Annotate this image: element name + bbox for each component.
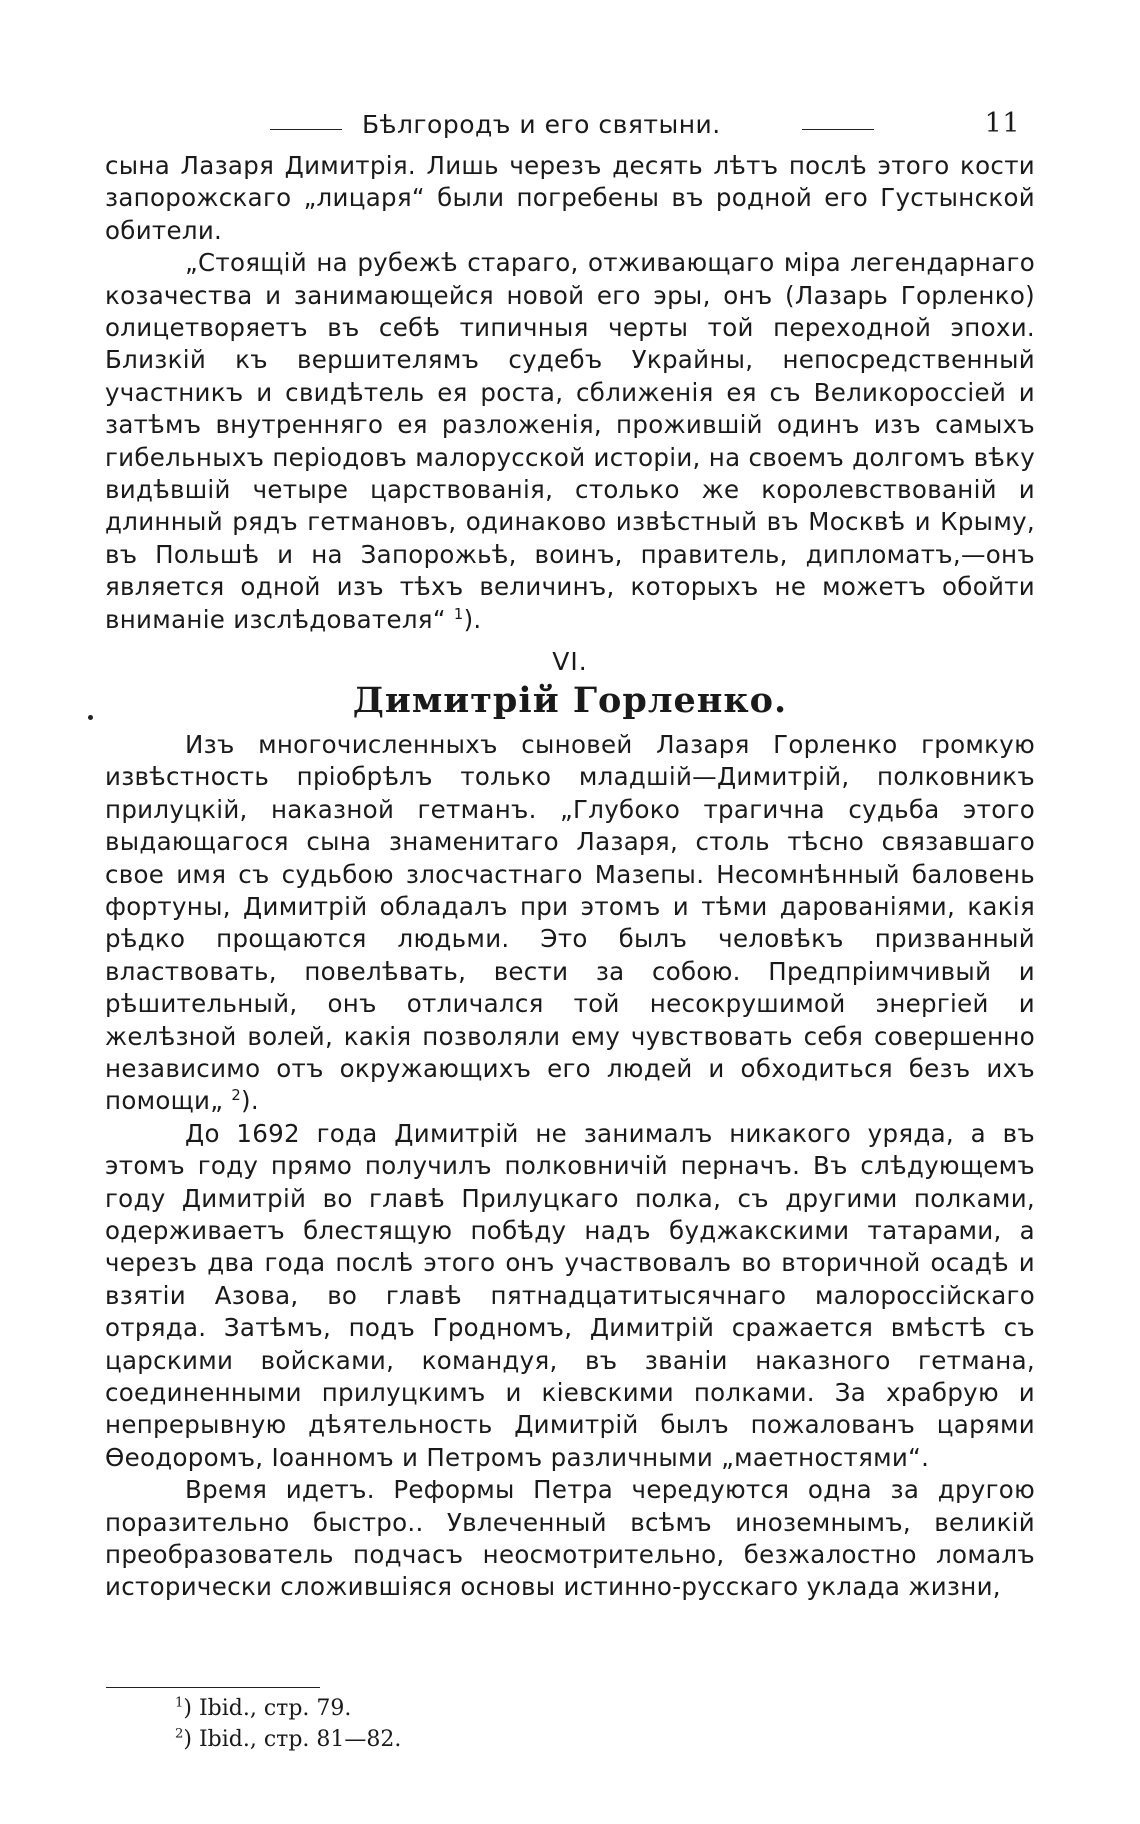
section-number: VI. <box>552 647 588 677</box>
body-text <box>105 150 1035 1604</box>
paragraph-3 <box>105 729 1035 1118</box>
footnote-2-text: Ibid., стр. 81—82. <box>198 1727 402 1752</box>
header-rule-right <box>802 129 874 130</box>
margin-dot <box>88 715 93 720</box>
footnote-ref-2: 2 <box>231 1087 242 1105</box>
paragraph-2-end: ). <box>463 604 482 634</box>
footnotes <box>175 1693 401 1755</box>
running-title: Бѣлгородъ и его святыни. <box>362 110 721 139</box>
section-title: Димитрій Горленко. <box>352 679 788 721</box>
header-rule-left <box>270 129 342 130</box>
paragraph-3-end: ). <box>241 1086 259 1116</box>
paragraph-3-text: Изъ многочисленныхъ сыновей Лазаря Горленко громкую извѣстность пріобрѣлъ только младшій—Димитрій, полковникъ прилуцкій, наказной гетманъ. „Глубоко трагична судьба этого выдающагося сына знаменитаго Лазаря, столь тѣсно связавшаго свое имя съ судьбою злосчастнаго Мазепы. Несомнѣнный баловень фортуны, Димитрій обладалъ при этомъ и тѣми дарованіями, какія рѣдко прощаются людьми. Это былъ человѣкъ призванный властвовать, повелѣвать, вести за собою. Предпріимчивый и рѣшительный, онъ отличался той несокрушимой энергіей и желѣзной волей, какія позволяли ему чувствовать себя совершенно независимо отъ окружающихъ его людей и обходиться безъ ихъ помощи„ <box>105 729 1035 1116</box>
paragraph-5: Время идетъ. Реформы Петра чередуются одна за другою поразительно быстро.. Увлеченный всѣмъ иноземнымъ, великій преобразователь подчасъ неосмотрительно, безжалостно ломалъ исторически сложившіяся основы истинно-русскаго уклада жизни, <box>105 1475 1035 1602</box>
paragraph-2 <box>105 247 1035 636</box>
footnote-1: $^1$) Ibid., стр. 79. <box>175 1695 352 1721</box>
paragraph-4: До 1692 года Димитрій не занималъ никакого уряда, а въ этомъ году прямо получилъ полковничій перначъ. Въ слѣдующемъ году Димитрій во главѣ Прилуцкаго полка, съ другими полками, одерживаетъ блестящую побѣду надъ буджакскими татарами, а черезъ два года послѣ этого онъ участвовалъ во вторичной осадѣ и взятіи Азова, во главѣ пятнадцатитысячнаго малороссійскаго отряда. Затѣмъ, подъ Гродномъ, Димитрій сражается вмѣстѣ съ царскими войсками, командуя, въ званіи наказного гетмана, соединенными прилуцкимъ и кіевскими полками. За храбрую и непрерывную дѣятельность Димитрій былъ пожалованъ царями Ѳеодоромъ, Іоанномъ и Петромъ различными „маетностями“. <box>105 1118 1035 1472</box>
page-number: 11 <box>984 108 1020 139</box>
footnote-1-mark: 1 <box>175 1695 184 1711</box>
footnote-ref-1: 1 <box>453 605 464 623</box>
paragraph-2-text: „Стоящій на рубежѣ стараго, отживающаго міра легендарнаго козачества и занимающейся новой его эры, онъ (Лазарь Горленко) олицетворяетъ въ себѣ типичныя черты той переходной эпохи. Близкій къ вершителямъ судебъ Украйны, непосредственный участникъ и свидѣтель ея роста, сближенія ея съ Великороссіей и затѣмъ внутренняго ея разложенія, прожившій одинъ изъ самыхъ гибельныхъ періодовъ малорусской исторіи, на своемъ долгомъ вѣку видѣвшій четыре царствованія, столько же королевствованій и длинный рядъ гетмановъ, одинаково извѣстный въ Москвѣ и Крыму, въ Польшѣ и на Запорожьѣ, воинъ, правитель, дипломатъ,—онъ является одной изъ тѣхъ величинъ, которыхъ не можетъ обойти вниманіе изслѣдователя“ <box>105 248 1035 634</box>
footnote-rule <box>106 1687 320 1688</box>
running-header <box>100 110 1040 150</box>
paragraph-1: сына Лазаря Димитрія. Лишь черезъ десять лѣтъ послѣ этого кости запорожскаго „лицаря“ были погребены въ родной его Густынской обители. <box>105 151 1035 245</box>
footnote-2: $^2$) Ibid., стр. 81—82. <box>175 1726 402 1752</box>
footnote-2-mark: 2 <box>175 1726 184 1742</box>
footnote-1-text: Ibid., стр. 79. <box>198 1696 352 1721</box>
